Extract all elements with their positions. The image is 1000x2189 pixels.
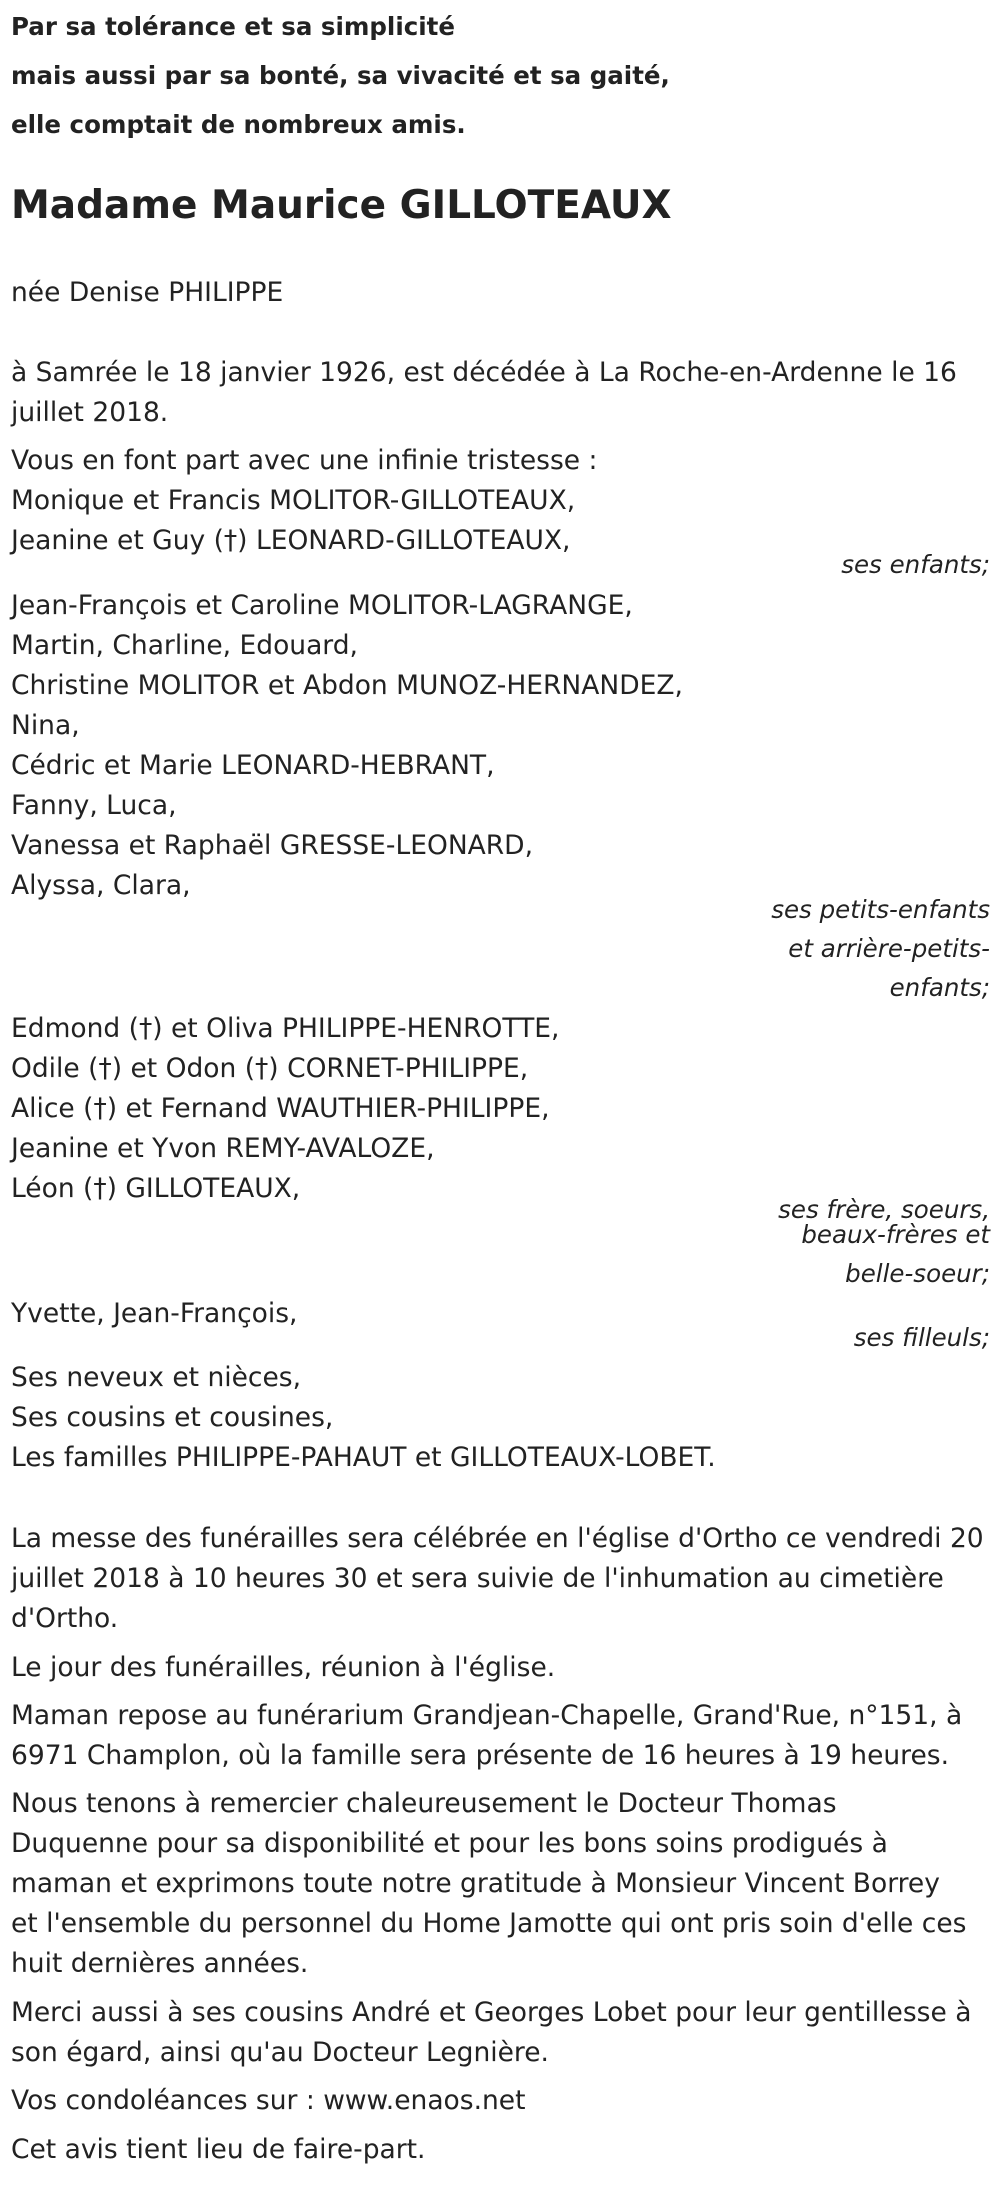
thanks-text: et l'ensemble du personnel du Home Jamotte qui ont pris soin d'elle ces	[11, 1908, 967, 1939]
family-role-label: enfants;	[889, 973, 990, 1002]
family-member-line: Jean-François et Caroline MOLITOR-LAGRANGE,	[11, 590, 633, 621]
quote-line: mais aussi par sa bonté, sa vivacité et sa gaité,	[11, 61, 670, 90]
deceased-name-title: Madame Maurice GILLOTEAUX	[11, 183, 672, 228]
maiden-name: née Denise PHILIPPE	[11, 277, 284, 308]
gathering-text: Le jour des funérailles, réunion à l'église.	[11, 1652, 556, 1683]
family-member-line: Ses cousins et cousines,	[11, 1402, 334, 1433]
family-member-line: Yvette, Jean-François,	[11, 1298, 298, 1329]
family-role-label: beaux-frères et	[801, 1220, 990, 1249]
thanks-text: huit dernières années.	[11, 1948, 309, 1979]
family-member-line: Alice (†) et Fernand WAUTHIER-PHILIPPE,	[11, 1093, 550, 1124]
family-member-line: Alyssa, Clara,	[11, 870, 191, 901]
funeral-home-text: Maman repose au funérarium Grandjean-Chapelle, Grand'Rue, n°151, à	[11, 1700, 963, 1731]
thanks-cousins-text: Merci aussi à ses cousins André et Georges Lobet pour leur gentillesse à	[11, 1997, 972, 2028]
family-member-line: Fanny, Luca,	[11, 790, 177, 821]
thanks-cousins-text: son égard, ainsi qu'au Docteur Legnière.	[11, 2037, 549, 2068]
family-member-line: Martin, Charline, Edouard,	[11, 630, 358, 661]
family-member-line: Jeanine et Guy (†) LEONARD-GILLOTEAUX,	[11, 525, 571, 556]
family-role-label: ses enfants;	[841, 550, 990, 579]
announcement-intro: Vous en font part avec une infinie tristesse :	[11, 445, 598, 476]
faire-part-text: Cet avis tient lieu de faire-part.	[11, 2134, 426, 2165]
family-member-line: Nina,	[11, 710, 80, 741]
family-role-label: ses petits-enfants	[771, 895, 990, 924]
birth-death-line: à Samrée le 18 janvier 1926, est décédée à La Roche-en-Ardenne le 16	[11, 357, 957, 388]
family-member-line: Jeanine et Yvon REMY-AVALOZE,	[11, 1133, 435, 1164]
family-member-line: Odile (†) et Odon (†) CORNET-PHILIPPE,	[11, 1053, 529, 1084]
quote-line: elle comptait de nombreux amis.	[11, 110, 466, 139]
family-member-line: Léon (†) GILLOTEAUX,	[11, 1173, 301, 1204]
family-member-line: Ses neveux et nièces,	[11, 1362, 302, 1393]
family-role-label: ses filleuls;	[853, 1323, 990, 1352]
thanks-text: Duquenne pour sa disponibilité et pour les bons soins prodigués à	[11, 1828, 888, 1859]
family-member-line: Christine MOLITOR et Abdon MUNOZ-HERNANDEZ,	[11, 670, 683, 701]
family-member-line: Vanessa et Raphaël GRESSE-LEONARD,	[11, 830, 534, 861]
birth-death-line: juillet 2018.	[11, 397, 169, 428]
condolences-text: Vos condoléances sur : www.enaos.net	[11, 2085, 526, 2116]
family-role-label: belle-soeur;	[845, 1259, 990, 1288]
thanks-text: maman et exprimons toute notre gratitude à Monsieur Vincent Borrey	[11, 1868, 940, 1899]
family-role-label: et arrière-petits-	[788, 934, 990, 963]
family-member-line: Edmond (†) et Oliva PHILIPPE-HENROTTE,	[11, 1013, 560, 1044]
family-role-label: ses frère, soeurs,	[778, 1195, 990, 1224]
funeral-mass-text: juillet 2018 à 10 heures 30 et sera suivie de l'inhumation au cimetière	[11, 1563, 944, 1594]
thanks-text: Nous tenons à remercier chaleureusement le Docteur Thomas	[11, 1788, 837, 1819]
funeral-mass-text: d'Ortho.	[11, 1603, 119, 1634]
family-member-line: Les familles PHILIPPE-PAHAUT et GILLOTEAUX-LOBET.	[11, 1442, 716, 1473]
family-member-line: Monique et Francis MOLITOR-GILLOTEAUX,	[11, 485, 576, 516]
funeral-mass-text: La messe des funérailles sera célébrée en l'église d'Ortho ce vendredi 20	[11, 1523, 984, 1554]
funeral-home-text: 6971 Champlon, où la famille sera présente de 16 heures à 19 heures.	[11, 1740, 950, 1771]
family-member-line: Cédric et Marie LEONARD-HEBRANT,	[11, 750, 495, 781]
quote-line: Par sa tolérance et sa simplicité	[11, 12, 455, 41]
